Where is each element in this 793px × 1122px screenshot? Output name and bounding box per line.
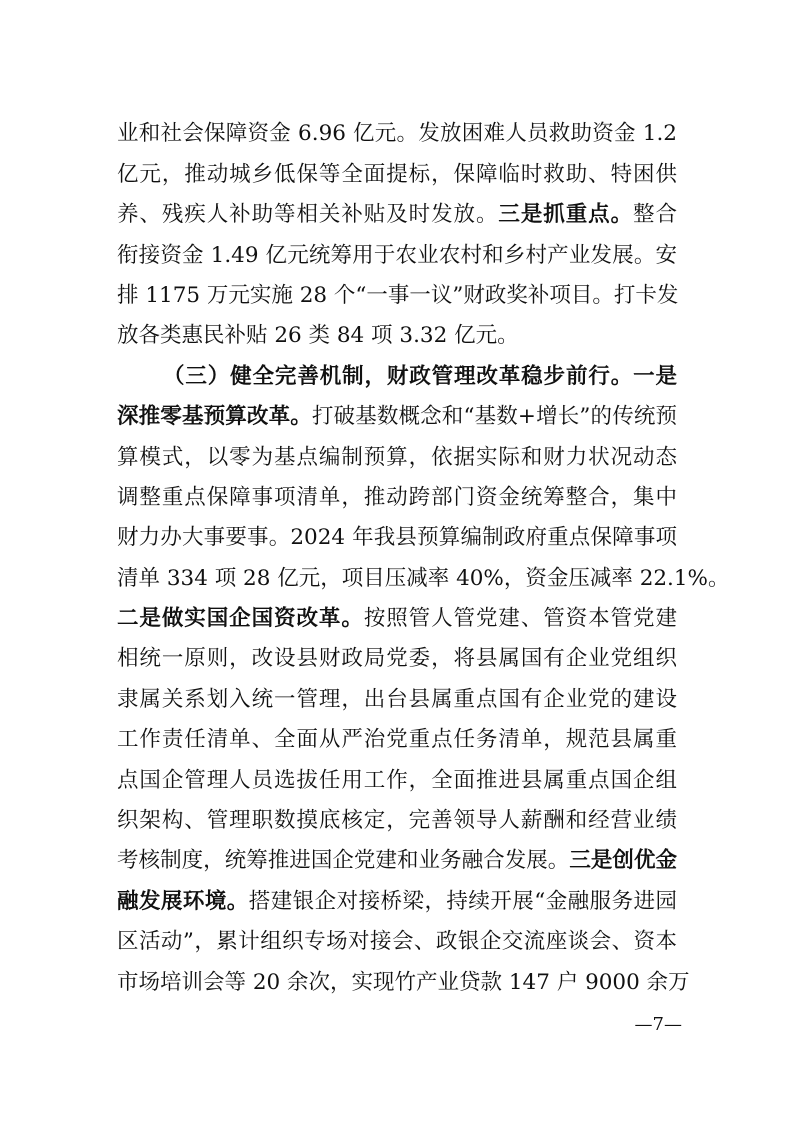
text-segment: 排 1175 万元实施 28 个“一事一议”财政奖补项目。打卡发: [117, 283, 679, 308]
text-segment: 财力办大事要事。2024 年我县预算编制政府重点保障事项: [117, 525, 677, 550]
text-line-4: [117, 238, 677, 274]
text-line-21: [117, 924, 677, 960]
text-segment: 隶属关系划入统一管理，出台县属重点国有企业党的建设: [117, 687, 677, 712]
text-segment: 算模式，以零为基点编制预算，依据实际和财力状况动态: [117, 445, 677, 470]
text-line-13: [117, 601, 677, 637]
text-segment: 放各类惠民补贴 26 类 84 项 3.32 亿元。: [117, 323, 519, 348]
bold-phrase: 三是抓重点。: [498, 202, 634, 227]
bold-phrase: 深推零基预算改革。: [117, 404, 312, 429]
text-line-20: [117, 884, 677, 920]
text-line-8: [117, 399, 677, 435]
text-segment: 相统一原则，改设县财政局党委，将县属国有企业党组织: [117, 646, 677, 671]
text-line-22: [117, 965, 690, 1001]
text-segment: 织架构、管理职数摸底核定，完善领导人薪酬和经营业绩: [117, 808, 677, 833]
text-segment: 按照管人管党建、管资本管党建: [363, 606, 677, 631]
text-segment: 工作责任清单、全面从严治党重点任务清单，规范县属重: [117, 727, 677, 752]
bold-phrase: 融发展环境。: [117, 889, 249, 914]
text-line-5: [117, 278, 677, 314]
text-line-16: [117, 722, 677, 758]
text-line-17: [117, 763, 677, 799]
text-line-10: [117, 480, 677, 516]
text-segment: 养、残疾人补助等相关补贴及时发放。: [117, 202, 499, 227]
text-segment: 衔接资金 1.49 亿元统筹用于农业农村和乡村产业发展。安: [117, 243, 677, 268]
text-line-15: [117, 682, 677, 718]
bold-phrase: 二是做实国企国资改革。: [117, 606, 364, 631]
bold-phrase: 三是创优金: [569, 848, 677, 873]
text-segment: 区活动”，累计组织专场对接会、政银企交流座谈会、资本: [117, 929, 677, 954]
text-line-6: [117, 318, 677, 354]
page-number: —7—: [634, 1014, 682, 1035]
text-line-1: [117, 116, 677, 152]
text-segment: 考核制度，统筹推进国企党建和业务融合发展。: [117, 848, 570, 873]
text-line-18: [117, 803, 677, 839]
text-line-3: [117, 197, 677, 233]
text-segment: 亿元，推动城乡低保等全面提标，保障临时救助、特困供: [117, 162, 677, 187]
bold-phrase: （三）健全完善机制，财政管理改革稳步前行。一是: [163, 364, 677, 389]
text-segment: 清单 334 项 28 亿元，项目压减率 40%，资金压减率 22.1%。: [117, 566, 730, 591]
text-line-14: [117, 641, 677, 677]
text-line-12: [117, 561, 730, 597]
text-segment: 调整重点保障事项清单，推动跨部门资金统筹整合，集中: [117, 485, 677, 510]
text-segment: 打破基数概念和“基数+增长”的传统预: [311, 404, 677, 429]
text-line-11: [117, 520, 677, 556]
text-line-19: [117, 843, 677, 879]
text-segment: 市场培训会等 20 余次，实现竹产业贷款 147 户 9000 余万: [117, 970, 690, 995]
text-line-9: [117, 440, 677, 476]
text-line-2: [117, 157, 677, 193]
text-segment: 点国企管理人员选拔任用工作，全面推进县属重点国企组: [117, 768, 677, 793]
text-segment: 整合: [633, 202, 677, 227]
text-segment: 业和社会保障资金 6.96 亿元。发放困难人员救助资金 1.2: [117, 121, 677, 146]
section-heading-line: [163, 359, 677, 395]
text-segment: 搭建银企对接桥梁，持续开展“金融服务进园: [248, 889, 677, 914]
